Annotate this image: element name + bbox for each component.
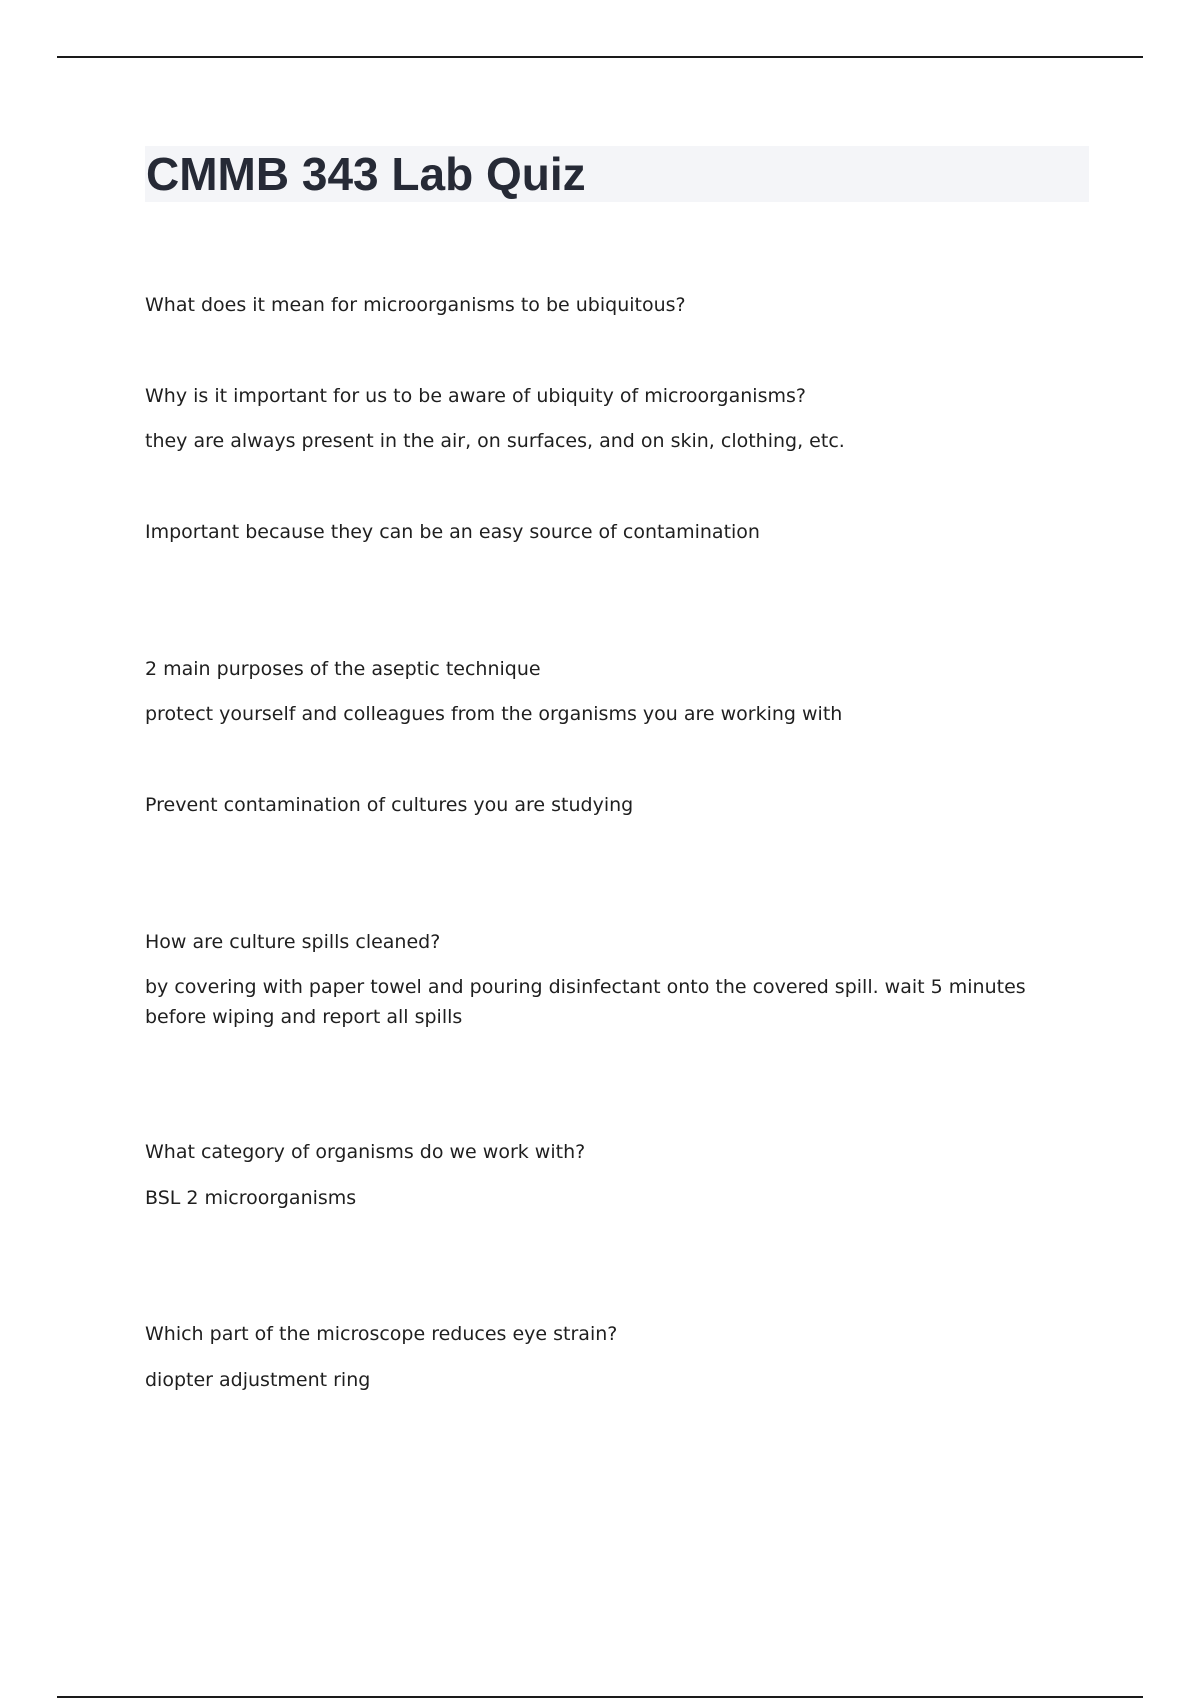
question-aseptic-purposes: 2 main purposes of the aseptic technique xyxy=(145,658,541,680)
question-eye-strain: Which part of the microscope reduces eye strain? xyxy=(145,1323,618,1345)
answer-contamination-source: Important because they can be an easy source of contamination xyxy=(145,521,760,543)
question-ubiquitous: What does it mean for microorganisms to be ubiquitous? xyxy=(145,294,686,316)
question-culture-spills: How are culture spills cleaned? xyxy=(145,931,441,953)
bottom-rule xyxy=(57,1696,1143,1698)
answer-diopter-ring: diopter adjustment ring xyxy=(145,1369,371,1391)
document-title: CMMB 343 Lab Quiz xyxy=(146,148,586,200)
question-ubiquity-importance: Why is it important for us to be aware of ubiquity of microorganisms? xyxy=(145,385,806,407)
answer-protect-yourself: protect yourself and colleagues from the organisms you are working with xyxy=(145,703,843,725)
answer-always-present: they are always present in the air, on surfaces, and on skin, clothing, etc. xyxy=(145,430,845,452)
answer-culture-spills: by covering with paper towel and pouring disinfectant onto the covered spill. wait 5 minutes before wiping and report all spills xyxy=(145,976,1026,1028)
top-rule xyxy=(57,56,1143,58)
question-organism-category: What category of organisms do we work with? xyxy=(145,1141,586,1163)
answer-bsl2: BSL 2 microorganisms xyxy=(145,1187,357,1209)
answer-prevent-contamination: Prevent contamination of cultures you are studying xyxy=(145,794,634,816)
